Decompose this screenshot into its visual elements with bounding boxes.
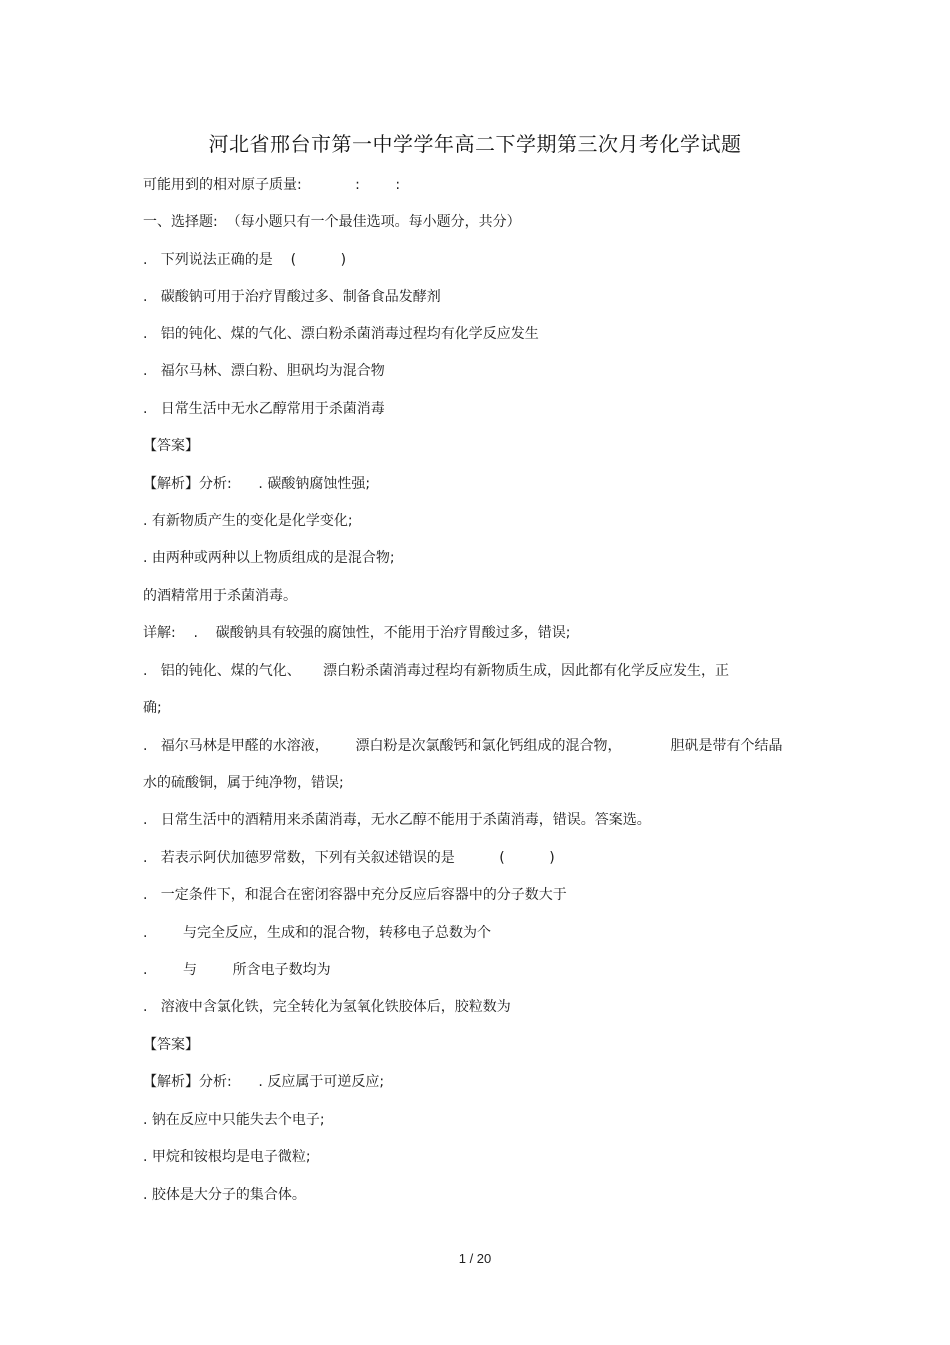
text-line: . 日常生活中无水乙醇常用于杀菌消毒 [143, 401, 385, 417]
text-line: . 钠在反应中只能失去个电子; [143, 1112, 325, 1128]
text-line: . 与 所含电子数均为 [143, 962, 331, 978]
text-line: . 福尔马林、漂白粉、胆矾均为混合物 [143, 363, 385, 379]
text-line: . 有新物质产生的变化是化学变化; [143, 513, 353, 529]
answer-heading: 【答案】 [143, 438, 199, 454]
text-line: 详解: . 碳酸钠具有较强的腐蚀性，不能用于治疗胃酸过多，错误; [143, 625, 571, 641]
analysis-heading: 【解析】分析: . 反应属于可逆反应; [143, 1074, 385, 1090]
text-line: . 若表示阿伏加德罗常数，下列有关叙述错误的是 ( ) [143, 850, 555, 866]
text-line: . 下列说法正确的是 ( ) [143, 252, 347, 268]
text-line: . 铝的钝化、煤的气化、漂白粉杀菌消毒过程均有化学反应发生 [143, 326, 539, 342]
text-line: . 胶体是大分子的集合体。 [143, 1187, 306, 1203]
text-line: 可能用到的相对原子质量: : : [143, 177, 401, 193]
text-line: . 日常生活中的酒精用来杀菌消毒，无水乙醇不能用于杀菌消毒，错误。答案选。 [143, 812, 651, 828]
text-line: . 福尔马林是甲醛的水溶液， 漂白粉是次氯酸钙和氯化钙组成的混合物， 胆矾是带有个结晶 [143, 738, 783, 754]
text-line: . 铝的钝化、煤的气化、 漂白粉杀菌消毒过程均有新物质生成，因此都有化学反应发生，正 [143, 663, 730, 679]
text-line: . 一定条件下，和混合在密闭容器中充分反应后容器中的分子数大于 [143, 887, 567, 903]
text-line: . 由两种或两种以上物质组成的是混合物; [143, 550, 395, 566]
text-line: 的酒精常用于杀菌消毒。 [143, 588, 297, 604]
text-line: 一、选择题: （每小题只有一个最佳选项。每小题分，共分） [143, 214, 521, 230]
document-title: 河北省邢台市第一中学学年高二下学期第三次月考化学试题 [208, 132, 742, 156]
analysis-heading: 【解析】分析: . 碳酸钠腐蚀性强; [143, 476, 371, 492]
text-line: . 甲烷和铵根均是电子微粒; [143, 1149, 311, 1165]
text-line: . 与完全反应，生成和的混合物，转移电子总数为个 [143, 925, 492, 941]
text-line: 确; [143, 700, 162, 716]
text-line: . 碳酸钠可用于治疗胃酸过多、制备食品发酵剂 [143, 289, 441, 305]
answer-heading: 【答案】 [143, 1037, 199, 1053]
text-line: . 溶液中含氯化铁，完全转化为氢氧化铁胶体后，胶粒数为 [143, 999, 511, 1015]
page-number: 1 / 20 [458, 1251, 492, 1266]
text-line: 水的硫酸铜，属于纯净物，错误; [143, 775, 344, 791]
